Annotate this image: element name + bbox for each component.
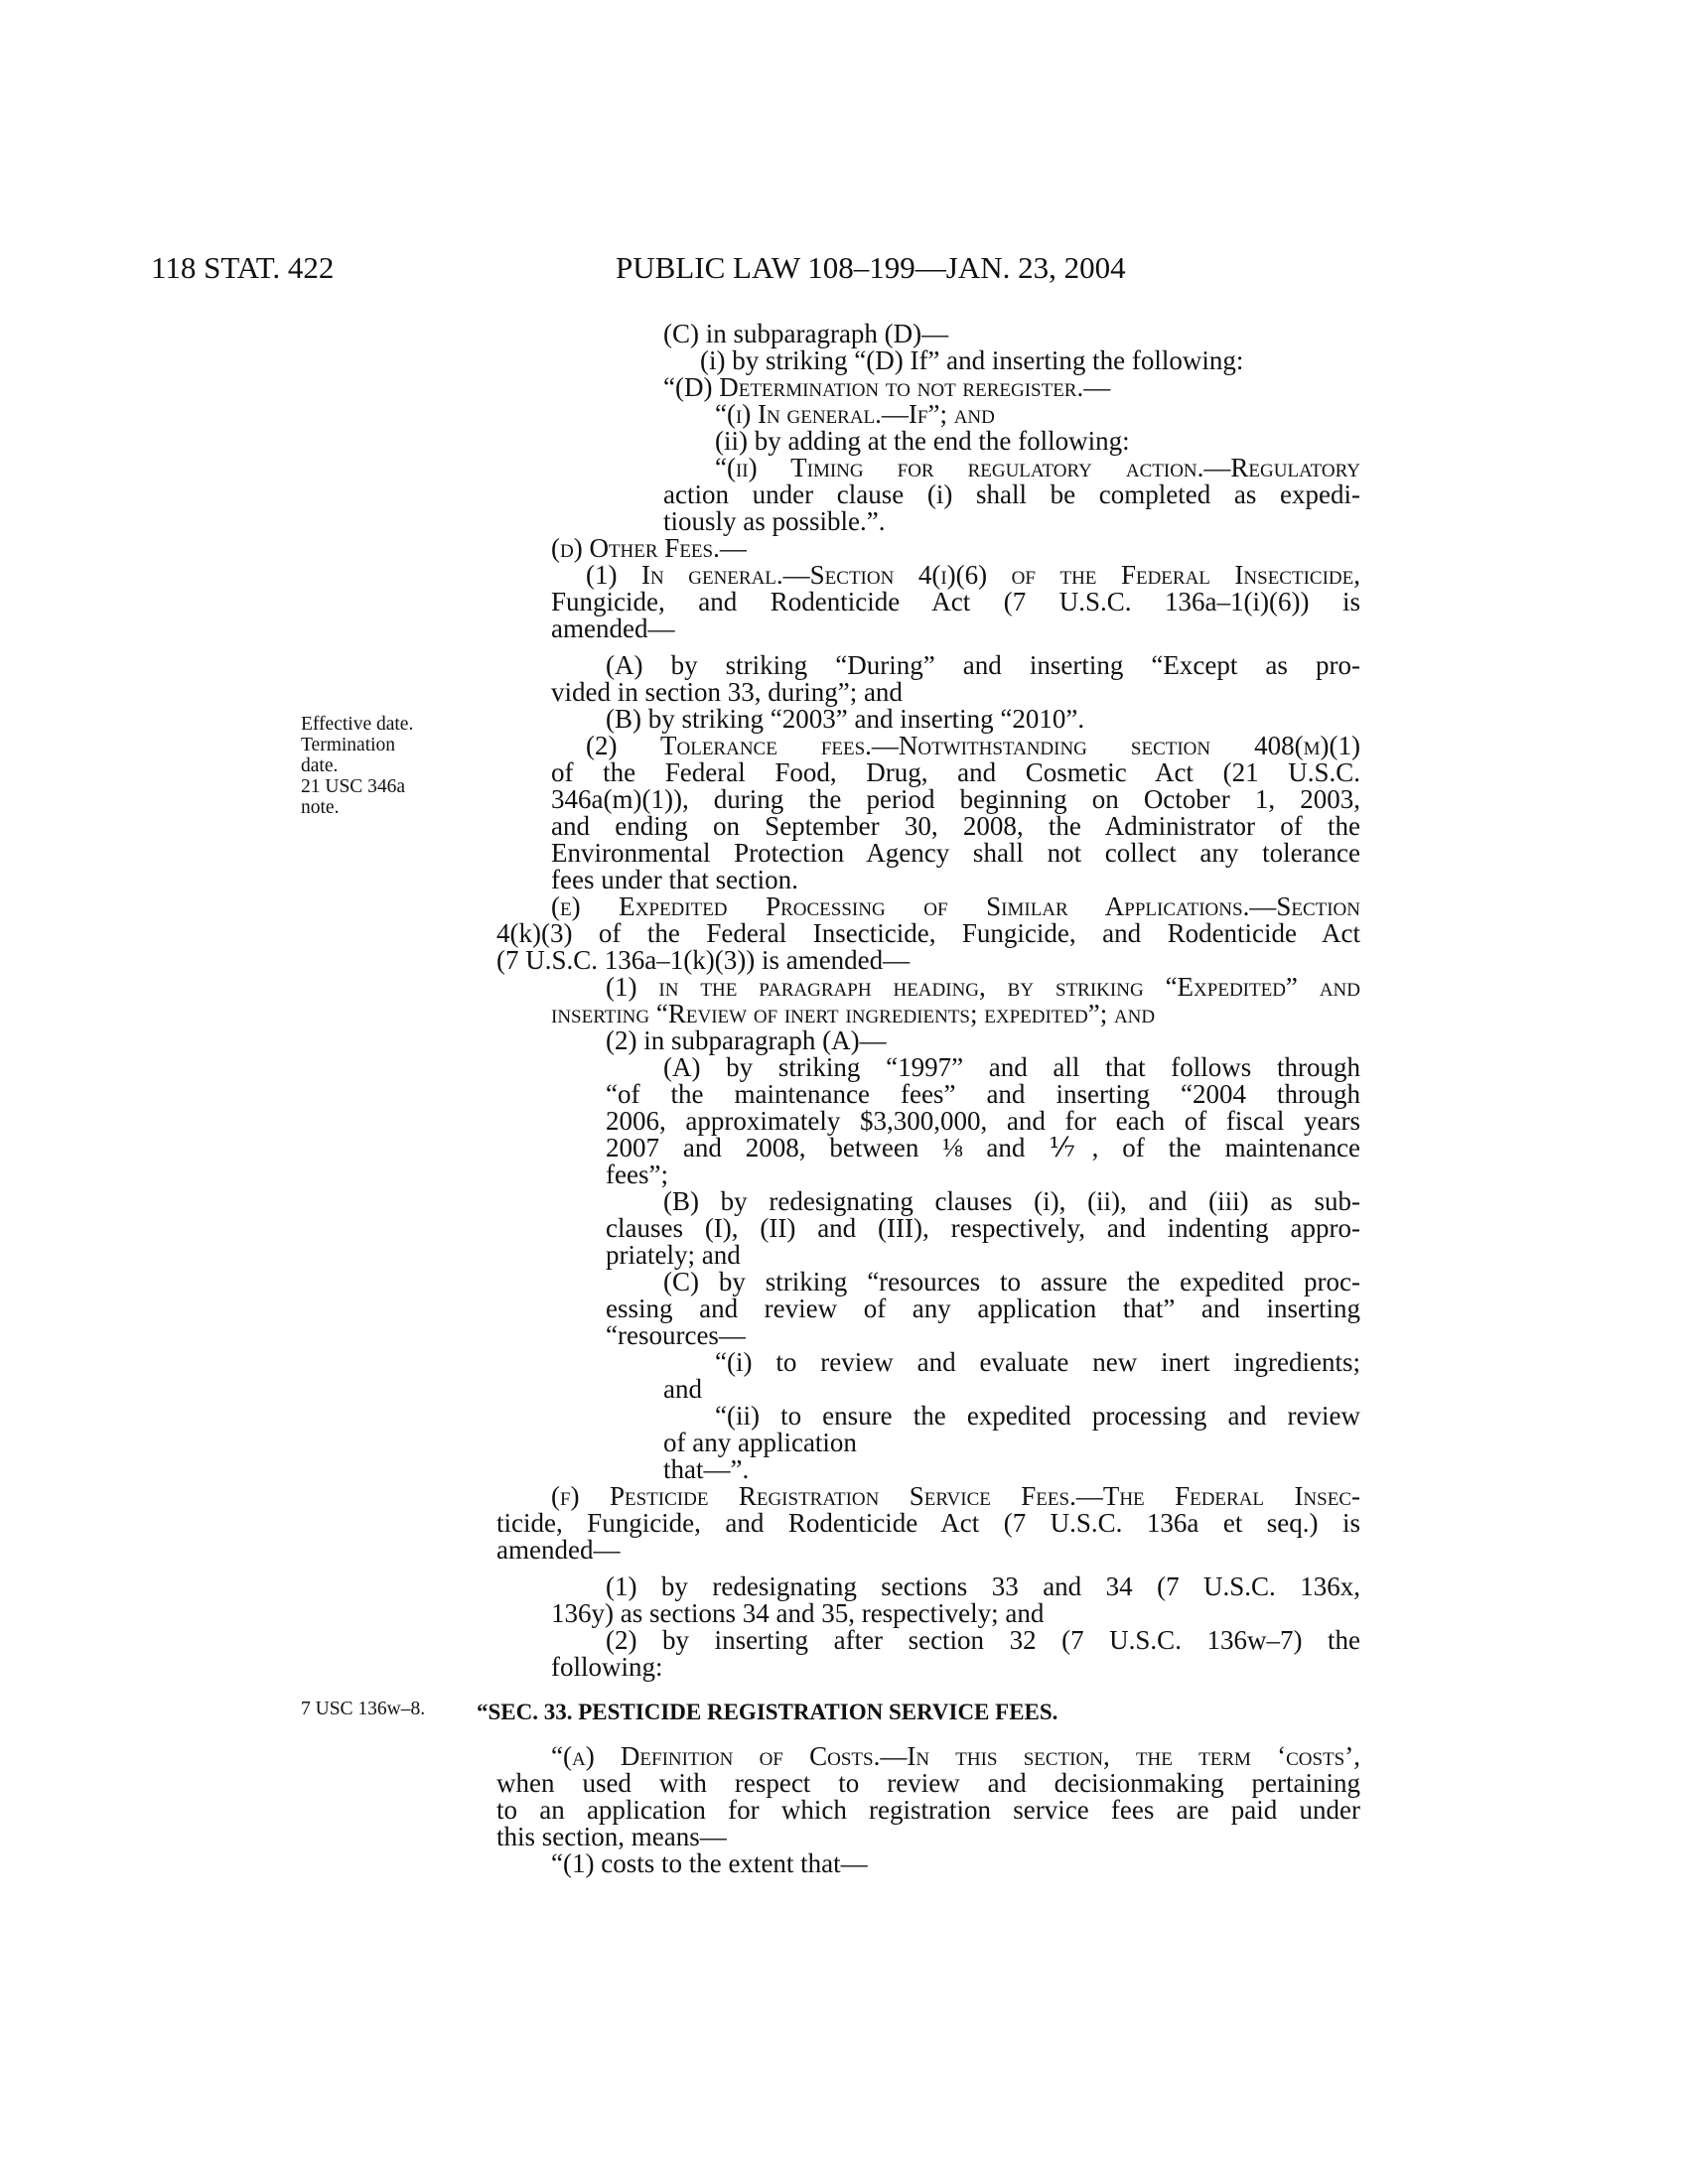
text-line: “of the maintenance fees” and inserting “2004 through [606,1079,1360,1109]
section-heading: “SEC. 33. PESTICIDE REGISTRATION SERVICE FEES. [477,1700,1058,1724]
margin-note-line: date. [301,755,339,776]
text-line: when used with respect to review and decisionmaking pertaining [496,1768,1360,1798]
text-line: (2) by inserting after section 32 (7 U.S.C. 136w–7) the [606,1625,1360,1655]
text-line: 2007 and 2008, between ⅛ and ⅐, of the maintenance [606,1133,1360,1162]
text-line: clauses (I), (II) and (III), respectively, and indenting appro- [606,1213,1360,1243]
margin-note-line: 21 USC 346a [301,776,406,797]
text-line: that—”. [663,1454,750,1484]
text-line: (2) Tolerance fees.—Notwithstanding section 408(m)(1) [586,731,1360,760]
text-line: (2) in subparagraph (A)— [606,1025,887,1055]
text-line: (B) by striking “2003” and inserting “2010”. [606,704,1085,734]
text-line: “(ii) Timing for regulatory action.—Regulatory [715,453,1360,482]
text-line: Fungicide, and Rodenticide Act (7 U.S.C. 136a–1(i)(6)) is [551,587,1360,616]
page-stat-number: 118 STAT. 422 [151,250,335,285]
text-line: (e) Expedited Processing of Similar Applications.—Section [551,891,1360,921]
text-line: (ii) by adding at the end the following: [715,426,1130,456]
text-line: (C) by striking “resources to assure the expedited proc- [663,1267,1360,1297]
text-line: “resources— [606,1320,746,1350]
text-line: amended— [551,614,675,643]
text-line: and [663,1374,702,1404]
margin-note-section-cite: 7 USC 136w–8. [301,1699,426,1719]
text-line: (B) by redesignating clauses (i), (ii), and (iii) as sub- [663,1186,1360,1216]
text-line: vided in section 33, during”; and [551,677,903,707]
text-line: following: [551,1652,663,1682]
text-line: (7 U.S.C. 136a–1(k)(3)) is amended— [496,945,911,975]
text-line: (C) in subparagraph (D)— [663,319,949,348]
text-line: (d) Other Fees.— [551,533,747,563]
text-line: essing and review of any application that” and inserting [606,1294,1360,1323]
text-line: (1) by redesignating sections 33 and 34 (7 U.S.C. 136x, [606,1571,1360,1601]
text-line: “(1) costs to the extent that— [551,1848,868,1878]
margin-note-line: note. [301,797,340,818]
text-line: (1) In general.—Section 4(i)(6) of the Federal Insecticide, [586,560,1360,590]
text-line: (f) Pesticide Registration Service Fees.—The Federal Insec- [551,1481,1360,1511]
text-line: “(i) In general.—If”; and [715,399,995,429]
text-line: inserting “Review of inert ingredients; expedited”; and [551,999,1156,1028]
text-line: “(D) Determination to not reregister.— [663,372,1111,402]
text-line: (A) by striking “1997” and all that follows through [663,1052,1360,1082]
text-line: 346a(m)(1)), during the period beginning on October 1, 2003, [551,784,1360,814]
text-line: this section, means— [496,1822,727,1851]
text-line: “(i) to review and evaluate new inert ingredients; [715,1347,1360,1377]
text-line: (1) in the paragraph heading, by striking “Expedited” and [606,972,1360,1002]
text-line: amended— [496,1535,621,1565]
text-line: Environmental Protection Agency shall not collect any tolerance [551,838,1360,868]
text-line: 4(k)(3) of the Federal Insecticide, Fungicide, and Rodenticide Act [496,918,1360,948]
running-head: PUBLIC LAW 108–199—JAN. 23, 2004 [616,250,1126,285]
text-line: to an application for which registration service fees are paid under [496,1795,1360,1825]
text-line: “(ii) to ensure the expedited processing and review [715,1401,1360,1431]
text-line: (A) by striking “During” and inserting “Except as pro- [606,650,1360,680]
text-line: “(a) Definition of Costs.—In this section, the term ‘costs’, [551,1741,1360,1771]
margin-note-line: Effective date. [301,714,414,735]
margin-note-line: Termination [301,735,396,755]
text-line: fees under that section. [551,865,798,894]
text-line: of the Federal Food, Drug, and Cosmetic Act (21 U.S.C. [551,757,1360,787]
text-line: 136y) as sections 34 and 35, respectively; and [551,1598,1045,1628]
text-line: and ending on September 30, 2008, the Administrator of the [551,811,1360,841]
text-line: of any application [663,1428,857,1457]
text-line: tiously as possible.”. [663,506,886,536]
text-line: ticide, Fungicide, and Rodenticide Act (7 U.S.C. 136a et seq.) is [496,1508,1360,1538]
text-line: action under clause (i) shall be completed as expedi- [663,479,1360,509]
text-line: 2006, approximately $3,300,000, and for each of fiscal years [606,1106,1360,1136]
text-line: (i) by striking “(D) If” and inserting the following: [700,345,1244,375]
text-line: fees”; [606,1160,668,1189]
text-line: priately; and [606,1240,741,1270]
